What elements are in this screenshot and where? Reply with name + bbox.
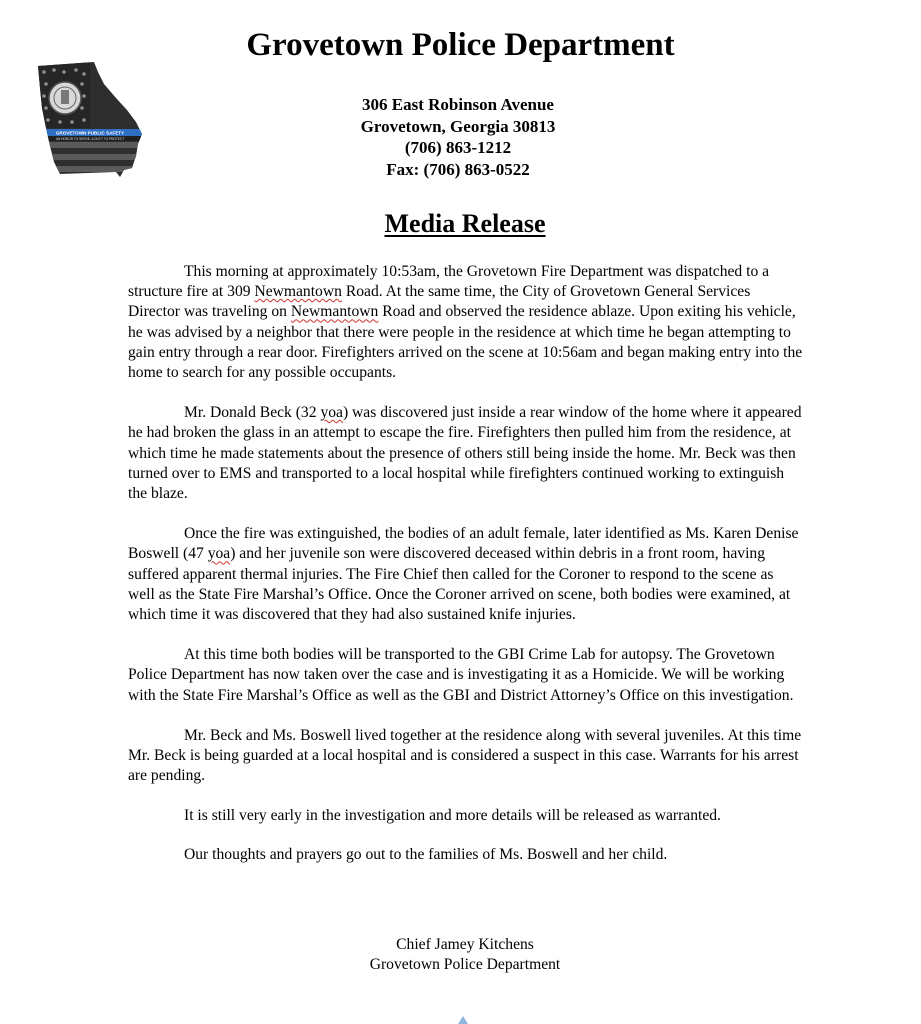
fax-number: Fax: (706) 863-0522 <box>386 159 530 179</box>
release-body <box>128 262 804 885</box>
paragraph-1-text-b: Road. At the same time, the City of Grovetown General Services Director was traveling on <box>128 283 751 321</box>
paragraph-3 <box>128 524 804 625</box>
paragraph-3-text-a: Once the fire was extinguished, the bodies of an adult female, later identified as Ms. Karen Denise Boswell (47 <box>128 525 799 563</box>
georgia-state-flag-badge-icon <box>32 58 152 183</box>
paragraph-5: Mr. Beck and Ms. Boswell lived together at the residence along with several juveniles. At this time Mr. Beck is being guarded at a local hospital and is considered a suspect in this case. Warrants for his arrest are pending. <box>128 726 802 785</box>
signature-org: Grovetown Police Department <box>369 956 561 973</box>
paragraph-1-text-a: This morning at approximately 10:53am, the Grovetown Fire Department was dispatched to a structure fire at 309 <box>128 263 770 301</box>
signature-name: Chief Jamey Kitchens <box>396 936 534 953</box>
phone-number: (706) 863-1212 <box>404 138 512 157</box>
document-title: Grovetown Police Department <box>246 27 675 63</box>
paragraph-1-text-c: Road and observed the residence ablaze. Upon exiting his vehicle, he was advised by a neighbor that there were people in the residence at which time he began attempting to gain entry through a rear door. Firefighters arrived on the scene at 10:56am and began making entry into the home to search for any possible occupants. <box>128 303 803 382</box>
spellcheck-word: yoa <box>207 545 231 563</box>
spellcheck-word: yoa <box>320 404 343 422</box>
paragraph-1 <box>128 262 804 383</box>
address-line-1: 306 East Robinson Avenue <box>362 95 554 114</box>
address-line-2: Grovetown, Georgia 30813 <box>360 116 556 136</box>
spellcheck-word: Newmantown <box>254 283 342 301</box>
logo-band-text: GROVETOWN PUBLIC SAFETY <box>55 130 125 136</box>
logo-motto-text: AN HONOR TO SERVE, A DUTY TO PROTECT <box>55 137 125 141</box>
paragraph-2-text-b: ) was discovered just inside a rear window of the home where it appeared he had broken the glass in an attempt to escape the fire. Firefighters then pulled him from the residence, at which time he made statements about the presence of others still being inside the home. Mr. Beck was then turned over to EMS and transported to a local hospital while firefighters continued working to extinguish the blaze. <box>128 404 802 503</box>
spellcheck-word: Newmantown <box>290 303 379 321</box>
address-block <box>300 94 616 180</box>
media-release-heading: Media Release <box>384 209 546 238</box>
paragraph-7: Our thoughts and prayers go out to the families of Ms. Boswell and her child. <box>184 845 668 863</box>
paragraph-2 <box>128 403 804 504</box>
paragraph-6: It is still very early in the investigation and more details will be released as warranted. <box>184 807 721 825</box>
page-marker-icon <box>458 1016 468 1024</box>
signature-block <box>0 935 921 975</box>
paragraph-2-text-a: Mr. Donald Beck (32 <box>184 404 321 422</box>
paragraph-3-text-b: ) and her juvenile son were discovered deceased within debris in a front room, having suffered apparent thermal injuries. The Fire Chief then called for the Coroner to respond to the scene as well as the State Fire Marshal’s Office. Once the Coroner arrived on scene, both bodies were examined, at which time it was discovered that they had also sustained knife injuries. <box>128 545 791 624</box>
paragraph-4: At this time both bodies will be transported to the GBI Crime Lab for autopsy. The Grovetown Police Department has now taken over the case and is investigating it as a Homicide. We will be working with the State Fire Marshal’s Office as well as the GBI and District Attorney’s Office on this investigation. <box>128 646 794 704</box>
